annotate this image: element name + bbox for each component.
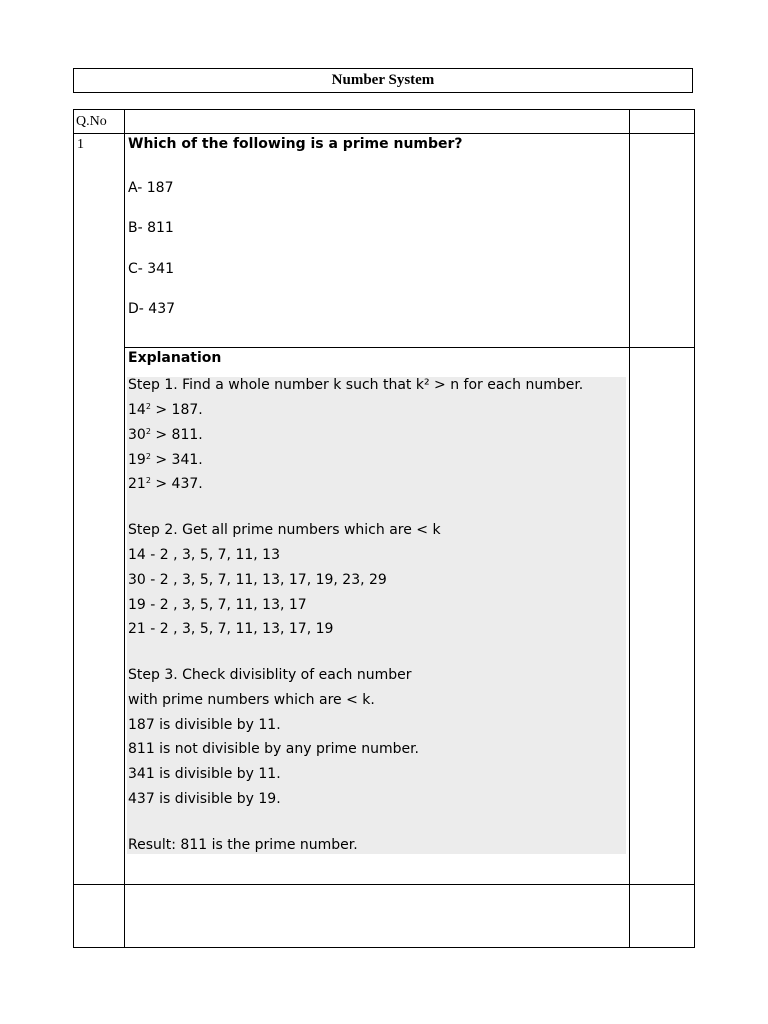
- option-a: A- 187: [128, 180, 174, 196]
- question-table: [73, 109, 695, 948]
- square-base: 19: [128, 452, 146, 468]
- square-base: 21: [128, 476, 146, 492]
- option-d: D- 437: [128, 301, 176, 317]
- prime-list-line: 30 - 2 , 3, 5, 7, 11, 13, 17, 19, 23, 29: [128, 572, 387, 588]
- step2-text: Step 2. Get all prime numbers which are < k: [128, 522, 441, 538]
- square-line: [128, 452, 203, 468]
- table-header-divider: [73, 133, 695, 134]
- divisibility-line: 811 is not divisible by any prime number.: [128, 741, 420, 757]
- square-base: 30: [128, 427, 146, 443]
- table-col-divider-2: [629, 109, 630, 948]
- square-rest: > 341.: [150, 452, 203, 468]
- divisibility-line: 187 is divisible by 11.: [128, 717, 281, 733]
- table-border-bottom: [73, 947, 695, 948]
- step3-text-line2: with prime numbers which are < k.: [128, 692, 375, 708]
- question-explanation-divider: [124, 347, 695, 348]
- document-title: Number System: [73, 68, 693, 93]
- divisibility-line: 341 is divisible by 11.: [128, 766, 281, 782]
- square-rest: > 811.: [150, 427, 203, 443]
- square-exponent: 2: [145, 427, 151, 436]
- result-text: Result: 811 is the prime number.: [128, 837, 358, 853]
- square-rest: > 187.: [150, 402, 203, 418]
- square-line: [128, 476, 203, 492]
- table-border-left: [73, 109, 74, 948]
- prime-list-line: 19 - 2 , 3, 5, 7, 11, 13, 17: [128, 597, 307, 613]
- step3-text-line1: Step 3. Check divisiblity of each number: [128, 667, 412, 683]
- table-row-divider: [73, 884, 695, 885]
- qno-header: Q.No: [76, 114, 107, 129]
- question-text: Which of the following is a prime number?: [128, 136, 463, 152]
- option-c: C- 341: [128, 261, 174, 277]
- square-exponent: 2: [145, 476, 151, 485]
- square-rest: > 437.: [150, 476, 203, 492]
- explanation-shaded-block: [127, 377, 626, 854]
- square-base: 14: [128, 402, 146, 418]
- question-number: 1: [77, 137, 84, 152]
- prime-list-line: 14 - 2 , 3, 5, 7, 11, 13: [128, 547, 280, 563]
- square-line: [128, 427, 203, 443]
- table-border-top: [73, 109, 695, 110]
- option-b: B- 811: [128, 220, 174, 236]
- square-exponent: 2: [145, 402, 151, 411]
- square-exponent: 2: [145, 452, 151, 461]
- square-line: [128, 402, 203, 418]
- divisibility-line: 437 is divisible by 19.: [128, 791, 281, 807]
- explanation-title: Explanation: [128, 350, 222, 366]
- prime-list-line: 21 - 2 , 3, 5, 7, 11, 13, 17, 19: [128, 621, 334, 637]
- step1-text: Step 1. Find a whole number k such that k² > n for each number.: [128, 377, 584, 393]
- table-col-divider-1: [124, 109, 125, 948]
- table-border-right: [694, 109, 695, 948]
